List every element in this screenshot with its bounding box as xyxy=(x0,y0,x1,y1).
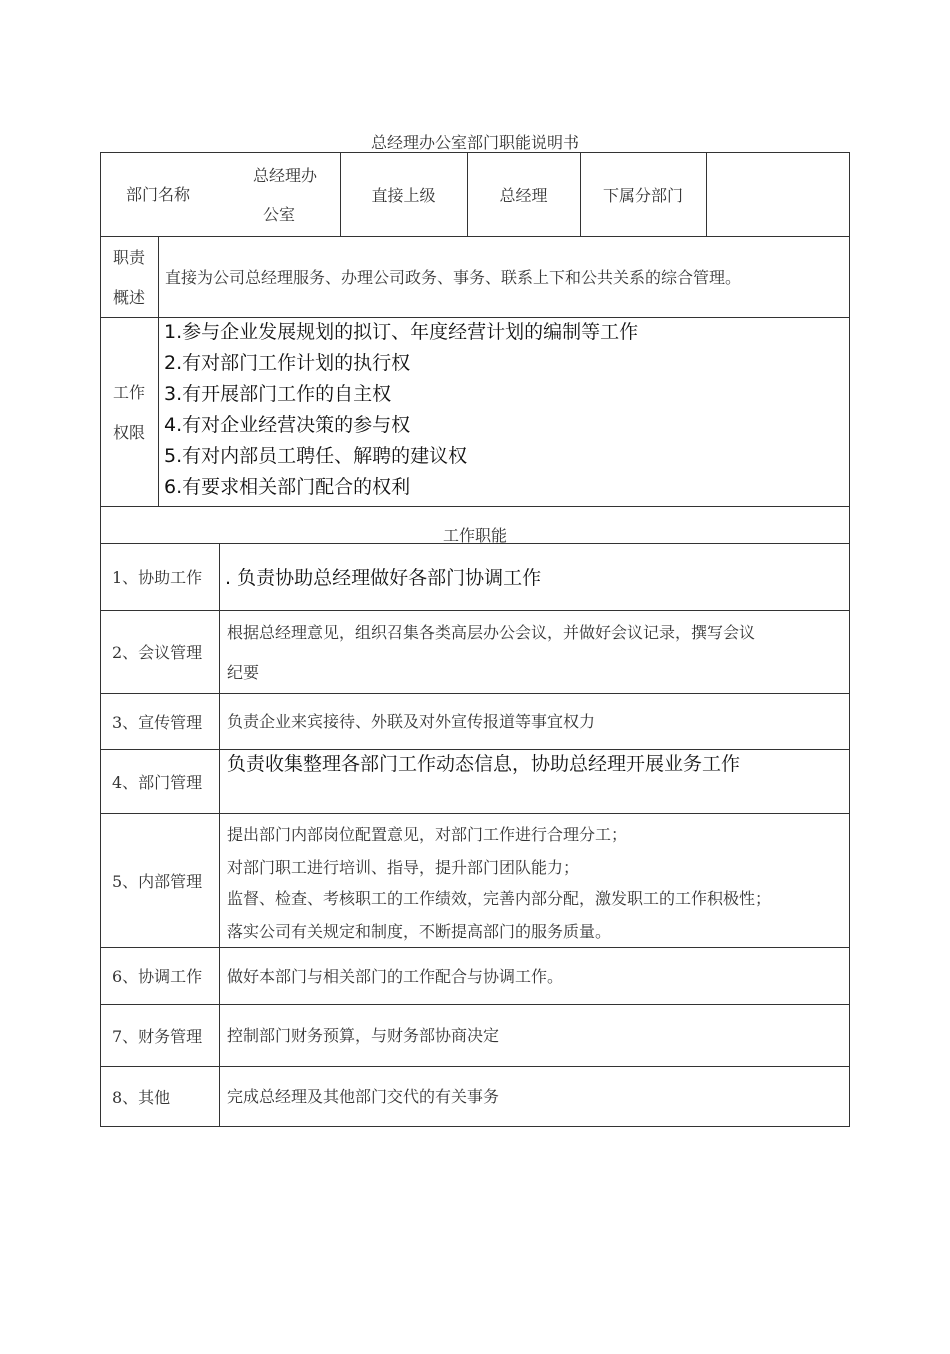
function-label-7: 7、财务管理 xyxy=(112,1026,203,1046)
summary-text: 直接为公司总经理服务、办理公司政务、事务、联系上下和公共关系的综合管理。 xyxy=(165,268,742,287)
authority-item: 6.有要求相关部门配合的权利 xyxy=(164,476,411,498)
function-label-3: 3、宣传管理 xyxy=(112,712,203,732)
function-text-4: 负责收集整理各部门工作动态信息，协助总经理开展业务工作 xyxy=(227,753,741,775)
superior-label: 直接上级 xyxy=(371,185,436,205)
function-label-1: 1、协助工作 xyxy=(112,568,203,587)
function-text-6: 做好本部门与相关部门的工作配合与协调工作。 xyxy=(227,967,564,986)
function-text-5c: 监督、检查、考核职工的工作绩效，完善内部分配，激发职工的工作积极性； xyxy=(227,889,772,908)
function-text-5b: 对部门职工进行培训、指导，提升部门团队能力； xyxy=(227,858,580,877)
authority-label-line2: 权限 xyxy=(112,423,145,442)
function-text-7: 控制部门财务预算，与财务部协商决定 xyxy=(227,1026,500,1045)
function-label-4: 4、部门管理 xyxy=(112,772,203,792)
authority-item: 4.有对企业经营决策的参与权 xyxy=(164,414,411,436)
sub-dept-value xyxy=(706,152,850,236)
document-title: 总经理办公室部门职能说明书 xyxy=(370,133,579,152)
superior-value: 总经理 xyxy=(499,185,548,205)
function-text-1: . 负责协助总经理做好各部门协调工作 xyxy=(225,567,542,589)
functions-header: 工作职能 xyxy=(442,525,507,545)
authority-item: 1.参与企业发展规划的拟订、年度经营计划的编制等工作 xyxy=(164,321,639,343)
dept-name-value-line1: 总经理办 xyxy=(253,166,318,185)
function-text-3: 负责企业来宾接待、外联及对外宣传报道等事宜权力 xyxy=(227,712,596,731)
summary-label-line1: 职责 xyxy=(112,248,145,267)
function-label-8: 8、其他 xyxy=(112,1088,171,1107)
function-label-5: 5、内部管理 xyxy=(112,871,203,891)
function-label-6: 6、协调工作 xyxy=(112,967,203,986)
function-label-2: 2、会议管理 xyxy=(112,643,203,662)
function-text-8: 完成总经理及其他部门交代的有关事务 xyxy=(227,1087,500,1106)
authority-item: 5.有对内部员工聘任、解聘的建议权 xyxy=(164,445,468,467)
authority-item: 2.有对部门工作计划的执行权 xyxy=(164,352,411,374)
authority-label-line1: 工作 xyxy=(112,383,145,402)
function-text-2b: 纪要 xyxy=(227,663,260,682)
authority-item: 3.有开展部门工作的自主权 xyxy=(164,383,392,405)
authority-list xyxy=(164,317,638,503)
function-text-5a: 提出部门内部岗位配置意见，对部门工作进行合理分工； xyxy=(227,825,628,844)
function-text-5d: 落实公司有关规定和制度，不断提高部门的服务质量。 xyxy=(227,922,612,941)
sub-dept-label: 下属分部门 xyxy=(602,185,683,205)
dept-name-value-line2: 公室 xyxy=(263,205,296,224)
function-text-2a: 根据总经理意见，组织召集各类高层办公会议，并做好会议记录，撰写会议 xyxy=(227,623,756,642)
summary-label-line2: 概述 xyxy=(112,288,145,307)
dept-name-label: 部门名称 xyxy=(126,185,191,204)
